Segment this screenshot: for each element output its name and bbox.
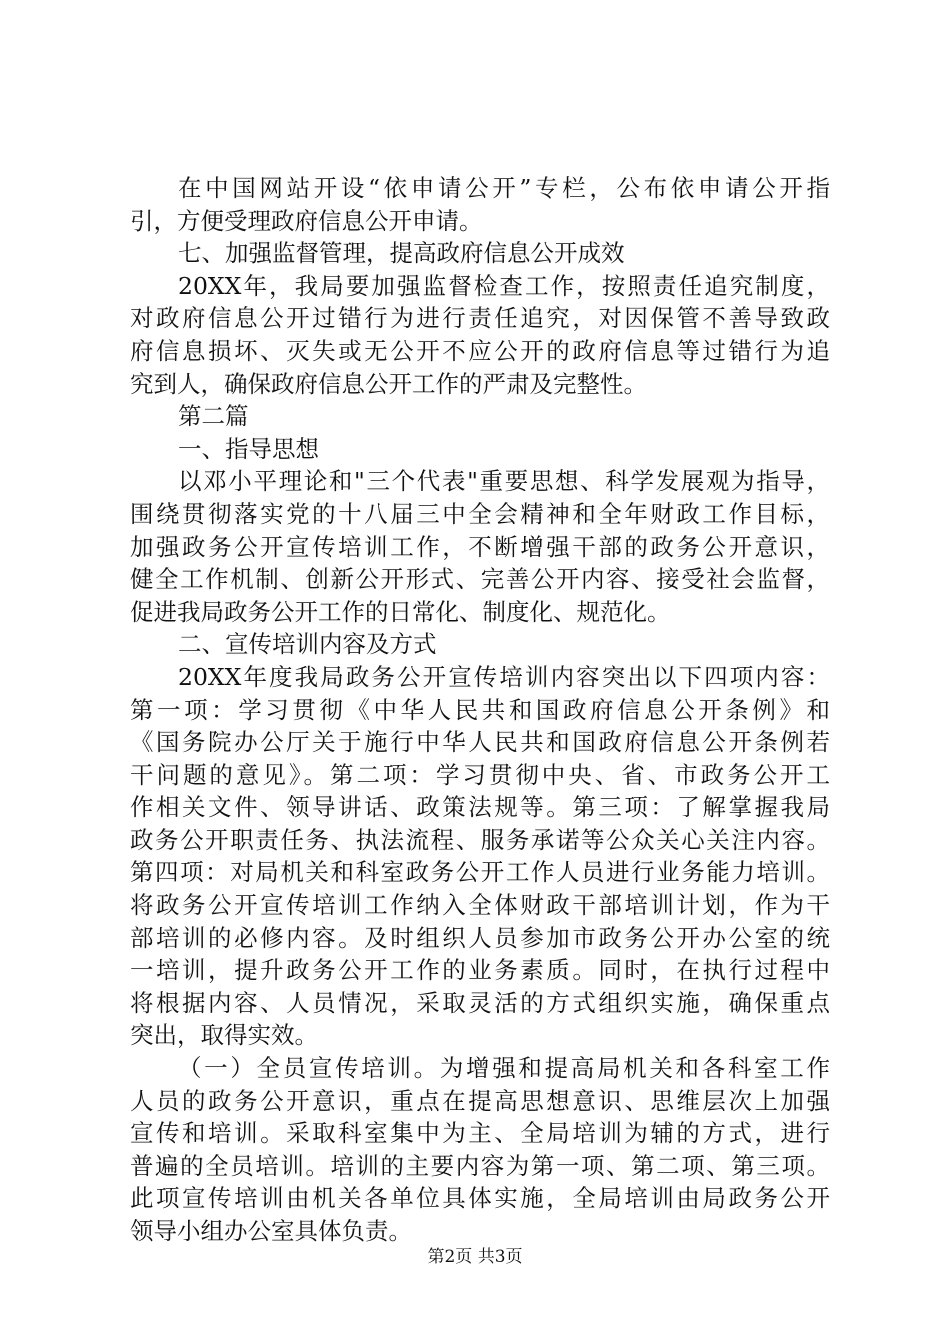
- text-line: 部培训的必修内容。及时组织人员参加市政务公开办公室的统: [130, 923, 830, 952]
- text-line: 以邓小平理论和"三个代表"重要思想、科学发展观为指导，: [178, 467, 830, 496]
- text-line: 七、加强监督管理，提高政府信息公开成效: [178, 239, 625, 268]
- text-line: 加强政务公开宣传培训工作，不断增强干部的政务公开意识，: [130, 532, 830, 561]
- text-line: 干问题的意见》。第二项：学习贯彻中央、省、市政务公开工: [130, 760, 830, 789]
- text-line: 促进我局政务公开工作的日常化、制度化、规范化。: [130, 597, 671, 626]
- text-line: 此项宣传培训由机关各单位具体实施，全局培训由局政务公开: [130, 1184, 830, 1213]
- text-line: 20XX年度我局政务公开宣传培训内容突出以下四项内容：: [178, 662, 830, 691]
- text-line: 20XX年，我局要加强监督检查工作，按照责任追究制度，: [178, 271, 830, 300]
- text-line: 普遍的全员培训。培训的主要内容为第一项、第二项、第三项。: [130, 1151, 830, 1180]
- text-line: 府信息损坏、灭失或无公开不应公开的政府信息等过错行为追: [130, 336, 830, 365]
- text-line: （一）全员宣传培训。为增强和提高局机关和各科室工作: [178, 1054, 830, 1083]
- text-line: 《国务院办公厅关于施行中华人民共和国政府信息公开条例若: [130, 728, 830, 757]
- text-line: 第二篇: [178, 402, 249, 431]
- text-line: 围绕贯彻落实党的十八届三中全会精神和全年财政工作目标，: [130, 499, 830, 528]
- text-line: 将根据内容、人员情况，采取灵活的方式组织实施，确保重点: [130, 988, 830, 1017]
- text-line: 健全工作机制、创新公开形式、完善公开内容、接受社会监督，: [130, 565, 830, 594]
- text-line: 人员的政务公开意识，重点在提高思想意识、思维层次上加强: [130, 1086, 830, 1115]
- text-line: 第四项：对局机关和科室政务公开工作人员进行业务能力培训。: [130, 858, 830, 887]
- text-line: 政务公开职责任务、执法流程、服务承诺等公众关心关注内容。: [130, 825, 830, 854]
- text-line: 将政务公开宣传培训工作纳入全体财政干部培训计划，作为干: [130, 891, 830, 920]
- text-line: 引，方便受理政府信息公开申请。: [130, 206, 483, 235]
- text-line: 究到人，确保政府信息公开工作的严肃及完整性。: [130, 369, 647, 398]
- document-body: [130, 172, 830, 1248]
- text-line: 一培训，提升政务公开工作的业务素质。同时，在执行过程中: [130, 956, 830, 985]
- text-line: 在中国网站开设“依申请公开”专栏，公布依申请公开指: [178, 174, 830, 202]
- text-line: 突出，取得实效。: [130, 1021, 318, 1050]
- text-line: 作相关文件、领导讲话、政策法规等。第三项：了解掌握我局: [130, 793, 830, 822]
- page-footer: 第2页 共3页: [427, 1247, 523, 1267]
- text-line: 领导小组办公室具体负责。: [130, 1217, 412, 1245]
- text-line: 对政府信息公开过错行为进行责任追究，对因保管不善导致政: [130, 304, 830, 333]
- text-line: 二、宣传培训内容及方式: [178, 630, 437, 659]
- text-line: 宣传和培训。采取科室集中为主、全局培训为辅的方式，进行: [130, 1119, 830, 1148]
- text-line: 第一项：学习贯彻《中华人民共和国政府信息公开条例》和: [130, 695, 830, 724]
- text-line: 一、指导思想: [178, 434, 319, 463]
